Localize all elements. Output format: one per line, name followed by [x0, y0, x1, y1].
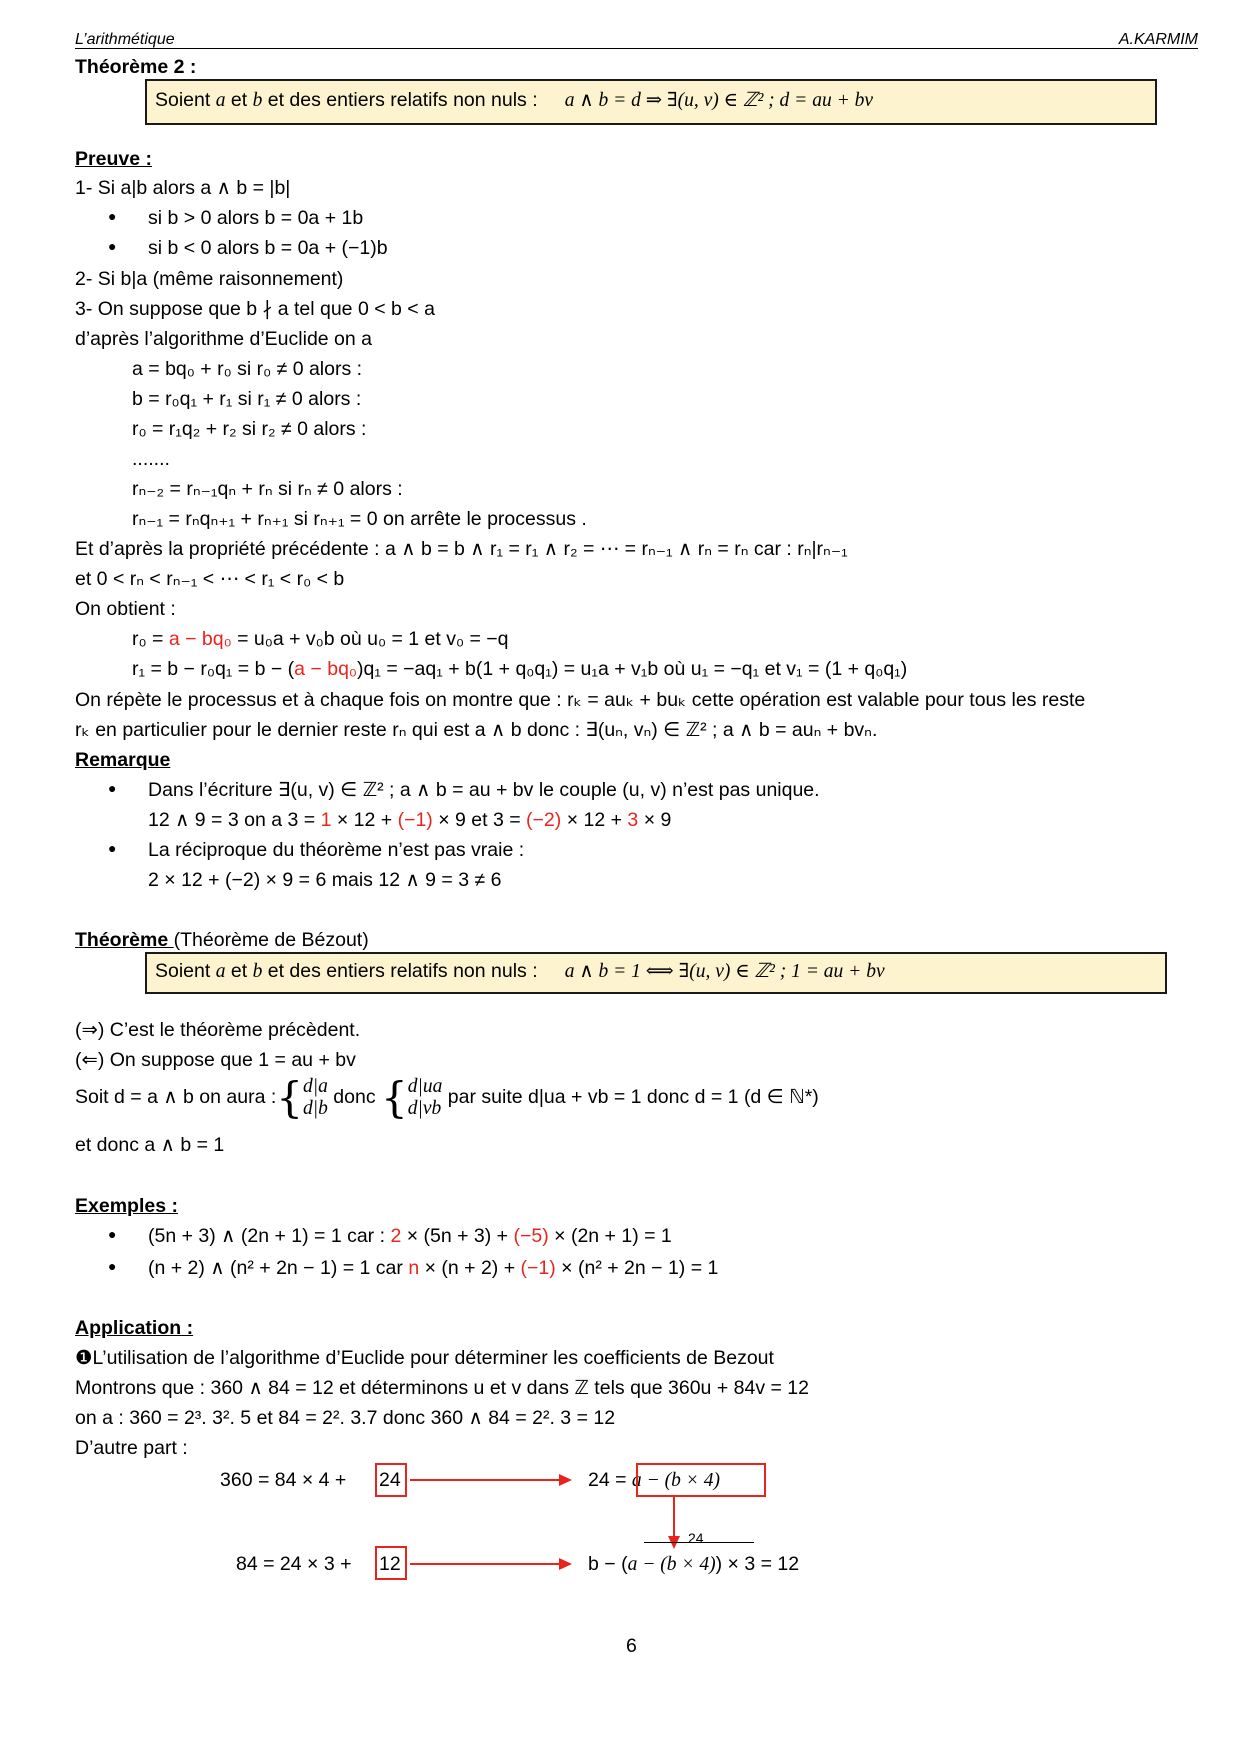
- remark-bullet-1: Dans l’écriture ∃(u, v) ∈ ℤ² ; a ∧ b = au + bv le couple (u, v) n’est pas unique.: [148, 779, 820, 801]
- euclid-step-n: rₙ₋₂ = rₙ₋₁qₙ + rₙ si rₙ ≠ 0 alors :: [132, 478, 403, 500]
- proof-line-7: On obtient :: [75, 598, 176, 620]
- bezout-proof-1: (⇒) C’est le théorème précèdent.: [75, 1019, 361, 1041]
- proof-line-1a: si b > 0 alors b = 0a + 1b: [148, 207, 364, 229]
- proof-title: Preuve :: [75, 148, 152, 170]
- proof-line-1b: si b < 0 alors b = 0a + (−1)b: [148, 237, 388, 259]
- euclid-step-last: rₙ₋₁ = rₙqₙ₊₁ + rₙ₊₁ si rₙ₊₁ = 0 on arrête le processus .: [132, 508, 587, 530]
- proof-line-6: et 0 < rₙ < rₙ₋₁ < ⋯ < r₁ < r₀ < b: [75, 568, 345, 590]
- arrow-right-icon: [410, 1479, 560, 1481]
- proof-line-9: rₖ en particulier pour le dernier reste rₙ qui est a ∧ b donc : ∃(uₙ, vₙ) ∈ ℤ² ; a ∧ b = auₙ + bvₙ.: [75, 719, 878, 741]
- theorem2-box: Soient a et b et des entiers relatifs non nuls : a ∧ b = d ⇒ ∃(u, v) ∈ ℤ² ; d = au + bv: [145, 79, 1157, 125]
- application-line-2: Montrons que : 360 ∧ 84 = 12 et déterminons u et v dans ℤ tels que 360u + 84v = 12: [75, 1377, 809, 1399]
- remark-example-2: 2 × 12 + (−2) × 9 = 6 mais 12 ∧ 9 = 3 ≠ 6: [148, 869, 502, 891]
- obtain-line-1: r₀ = a − bq₀ = u₀a + v₀b où u₀ = 1 et v₀ = −q: [132, 628, 509, 650]
- euclid-step-2: b = r₀q₁ + r₁ si r₁ ≠ 0 alors :: [132, 388, 362, 410]
- application-title: Application :: [75, 1317, 194, 1339]
- bullet-icon: ●: [108, 238, 117, 254]
- euclid-ellipsis: .......: [132, 448, 170, 470]
- remark-example-1: 12 ∧ 9 = 3 on a 3 = 1 × 12 + (−1) × 9 et 3 = (−2) × 12 + 3 × 9: [148, 809, 672, 831]
- result-24: 24 = a − (b × 4): [588, 1469, 720, 1491]
- bullet-icon: ●: [108, 208, 117, 224]
- remark-title: Remarque: [75, 749, 171, 771]
- overbrace-line: [644, 1542, 754, 1549]
- proof-line-3: 3- On suppose que b ∤ a tel que 0 < b < a: [75, 298, 435, 320]
- application-line-4: D’autre part :: [75, 1437, 188, 1459]
- proof-line-8: On répète le processus et à chaque fois on montre que : rₖ = auₖ + buₖ cette opération est valable pour tous les reste: [75, 689, 1086, 711]
- expression-box: [636, 1463, 766, 1497]
- theorem2-formula: a ∧ b = d ⇒ ∃(u, v) ∈ ℤ² ; d = au + bv: [564, 90, 874, 111]
- arrow-down-icon: [673, 1497, 675, 1537]
- bullet-icon: ●: [108, 1226, 117, 1242]
- bezout-box: Soient a et b et des entiers relatifs non nuls : a ∧ b = 1 ⟺ ∃(u, v) ∈ ℤ² ; 1 = au + bv: [145, 952, 1167, 994]
- bezout-proof-3: Soit d = a ∧ b on aura :{d|a d|b donc {d|ua d|vb par suite d|ua + vb = 1 donc d = 1 (d ∈ ℕ*): [75, 1072, 819, 1122]
- arrow-right-icon: [410, 1563, 560, 1565]
- bezout-formula: a ∧ b = 1 ⟺ ∃(u, v) ∈ ℤ² ; 1 = au + bv: [564, 961, 885, 982]
- proof-line-5: Et d’après la propriété précédente : a ∧ b = b ∧ r₁ = r₁ ∧ r₂ = ⋯ = rₙ₋₁ ∧ rₙ = rₙ car : rₙ|rₙ₋₁: [75, 538, 848, 560]
- page-number: 6: [626, 1635, 637, 1657]
- example-1: (5n + 3) ∧ (2n + 1) = 1 car : 2 × (5n + 3) + (−5) × (2n + 1) = 1: [148, 1225, 672, 1247]
- header-divider: [75, 48, 1198, 49]
- result-12: b − (a − (b × 4)) × 3 = 12: [588, 1553, 800, 1575]
- proof-line-1: 1- Si a|b alors a ∧ b = |b|: [75, 177, 291, 199]
- remainder-24: 24: [379, 1469, 401, 1491]
- division-84: 84 = 24 × 3 +: [236, 1553, 352, 1575]
- remainder-12: 12: [379, 1553, 401, 1575]
- bullet-icon: ●: [108, 780, 117, 796]
- bezout-proof-2: (⇐) On suppose que 1 = au + bv: [75, 1049, 356, 1071]
- example-2: (n + 2) ∧ (n² + 2n − 1) = 1 car n × (n + 2) + (−1) × (n² + 2n − 1) = 1: [148, 1257, 719, 1279]
- theorem2-title: Théorème 2 :: [75, 56, 197, 78]
- bullet-icon: ●: [108, 840, 117, 856]
- overbrace-label: 24: [688, 1530, 704, 1546]
- bullet-icon: ●: [108, 1258, 117, 1274]
- application-line-1: ❶L’utilisation de l’algorithme d’Euclide pour déterminer les coefficients de Bezout: [75, 1347, 774, 1369]
- proof-line-2: 2- Si b|a (même raisonnement): [75, 268, 344, 290]
- obtain-line-2: r₁ = b − r₀q₁ = b − (a − bq₀)q₁ = −aq₁ + b(1 + q₀q₁) = u₁a + v₁b où u₁ = −q₁ et v₁ = (1 + q₀q₁): [132, 658, 908, 680]
- euclid-step-1: a = bq₀ + r₀ si r₀ ≠ 0 alors :: [132, 358, 363, 380]
- euclid-step-3: r₀ = r₁q₂ + r₂ si r₂ ≠ 0 alors :: [132, 418, 367, 440]
- remark-bullet-2: La réciproque du théorème n’est pas vraie :: [148, 839, 525, 861]
- division-360: 360 = 84 × 4 +: [220, 1469, 352, 1491]
- bezout-title: Théorème (Théorème de Bézout): [75, 929, 369, 951]
- header-right: A.KARMIM: [1118, 31, 1198, 48]
- header-left: L’arithmétique: [75, 31, 175, 48]
- proof-line-4: d’après l’algorithme d’Euclide on a: [75, 328, 373, 350]
- application-line-3: on a : 360 = 2³. 3². 5 et 84 = 2². 3.7 donc 360 ∧ 84 = 2². 3 = 12: [75, 1407, 616, 1429]
- examples-title: Exemples :: [75, 1195, 178, 1217]
- bezout-proof-4: et donc a ∧ b = 1: [75, 1134, 225, 1156]
